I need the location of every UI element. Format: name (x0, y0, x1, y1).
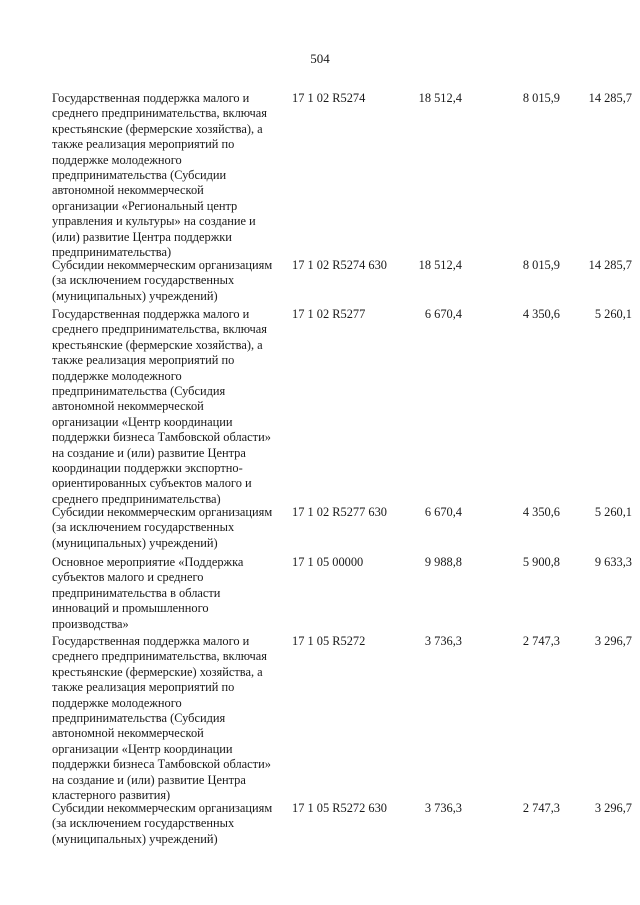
row-description: Субсидии некоммерческим организациям (за исключением государственных (муниципальных) учреждений) (52, 258, 273, 303)
row-code: 17 1 02 R5277 630 (292, 505, 387, 519)
row-value-1: 6 670,4 (424, 505, 462, 519)
row-value-2: 2 747,3 (522, 801, 560, 815)
row-value-3: 3 296,7 (594, 801, 632, 815)
row-value-1: 18 512,4 (418, 258, 462, 272)
row-value-3: 9 633,3 (594, 555, 632, 569)
page-number: 504 (310, 51, 330, 66)
row-value-2: 8 015,9 (522, 258, 560, 272)
row-value-3: 3 296,7 (594, 634, 632, 648)
row-description: Субсидии некоммерческим организациям (за исключением государственных (муниципальных) учреждений) (52, 505, 273, 550)
row-code: 17 1 02 R5277 (292, 307, 366, 321)
row-value-1: 18 512,4 (418, 91, 462, 105)
row-code: 17 1 05 00000 (292, 555, 364, 569)
row-code: 17 1 02 R5274 630 (292, 258, 387, 272)
row-value-3: 5 260,1 (594, 505, 632, 519)
row-value-2: 4 350,6 (522, 505, 560, 519)
row-description: Государственная поддержка малого и среднего предпринимательства, включая крестьянские (фермерские хозяйства), а также реализация мероприятий по поддержке молодежного предпринимательства (Субсидии автономной некоммерческой организации «Региональный центр управления и культуры» на создание и (или) развитие Центра поддержки предпринимательства) (52, 91, 267, 260)
row-description: Государственная поддержка малого и среднего предпринимательства, включая крестьянские (фермерские хозяйства), а также реализация мероприятий по поддержке молодежного предпринимательства (Субсидия автономной некоммерческой организации «Центр координации поддержки бизнеса Тамбовской области» на создание и (или) развитие Центра координации поддержки экспортно- ориентированных субъектов малого и среднего предпринимательства) (52, 307, 271, 506)
row-value-2: 4 350,6 (522, 307, 560, 321)
row-value-3: 14 285,7 (588, 91, 632, 105)
row-value-3: 5 260,1 (594, 307, 632, 321)
row-value-2: 5 900,8 (522, 555, 560, 569)
row-description: Субсидии некоммерческим организациям (за исключением государственных (муниципальных) учреждений) (52, 801, 273, 846)
row-value-1: 3 736,3 (424, 634, 462, 648)
row-code: 17 1 05 R5272 630 (292, 801, 387, 815)
row-value-1: 6 670,4 (424, 307, 462, 321)
row-code: 17 1 05 R5272 (292, 634, 366, 648)
row-value-1: 9 988,8 (424, 555, 462, 569)
row-description: Государственная поддержка малого и среднего предпринимательства, включая крестьянские (фермерские) хозяйства, а также реализация мероприятий по поддержке молодежного предпринимательства (Субсидия автономной некоммерческой организации «Центр координации поддержки бизнеса Тамбовской области» на создание и (или) развитие Центра кластерного развития) (52, 634, 271, 803)
row-value-2: 8 015,9 (522, 91, 560, 105)
row-code: 17 1 02 R5274 (292, 91, 366, 105)
row-value-2: 2 747,3 (522, 634, 560, 648)
row-value-3: 14 285,7 (588, 258, 632, 272)
row-description: Основное мероприятие «Поддержка субъектов малого и среднего предпринимательства в области инноваций и промышленного производства» (52, 555, 244, 631)
row-value-1: 3 736,3 (424, 801, 462, 815)
